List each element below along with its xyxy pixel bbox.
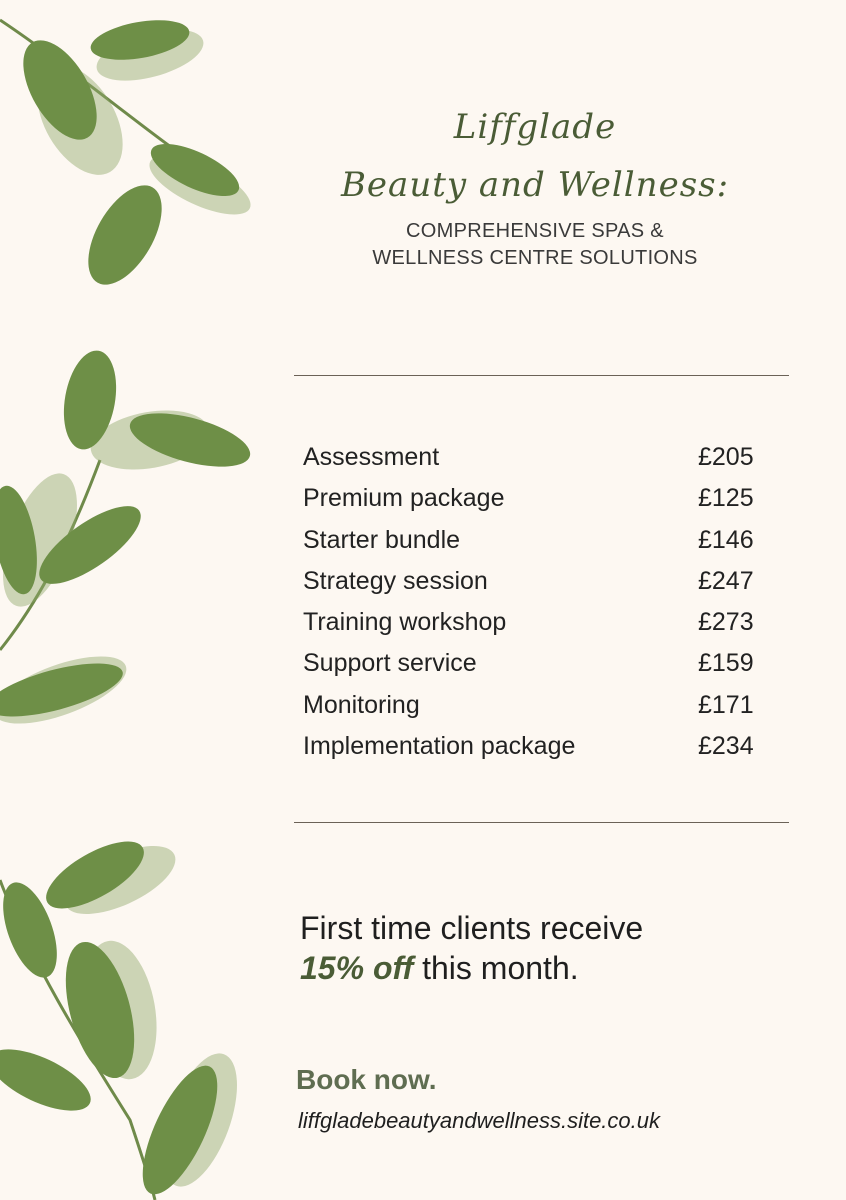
price-item-name: Premium package [303,484,505,513]
price-row [303,478,773,519]
divider-top [294,375,789,376]
offer-line1: First time clients receive [300,910,644,946]
price-item-name: Implementation package [303,732,576,761]
price-item-amount: £234 [698,732,754,761]
price-row [303,602,773,643]
offer-discount: 15% off [300,950,414,986]
offer-text [300,908,780,988]
website-link[interactable]: liffgladebeautyandwellness.site.co.uk [298,1108,661,1133]
divider-bottom [294,822,789,823]
price-item-name: Starter bundle [303,525,461,554]
price-item-amount: £171 [698,690,754,719]
price-item-amount: £273 [698,608,754,637]
price-item-name: Monitoring [303,690,420,719]
subtitle-line1: COMPREHENSIVE SPAS & [406,220,664,242]
price-item-name: Strategy session [303,566,488,595]
price-item-name: Training workshop [303,608,507,637]
subtitle-line2: WELLNESS CENTRE SOLUTIONS [372,247,698,269]
price-row [303,520,773,561]
price-item-amount: £247 [698,566,754,595]
brand-name [300,98,770,214]
price-item-name: Assessment [303,443,440,471]
book-now-cta: Book now. [296,1064,437,1095]
price-row [303,685,773,726]
brand-name-line1: Liffglade [453,107,617,147]
price-item-name: Support service [303,649,477,678]
price-list [303,437,773,767]
price-row [303,561,773,602]
price-item-amount: £146 [698,525,754,554]
price-row [303,437,773,478]
decorative-leaves-illustration [0,0,270,1200]
price-item-amount: £159 [698,649,754,678]
price-row [303,643,773,684]
price-item-amount: £205 [698,443,754,471]
offer-line2 [300,948,780,988]
brand-name-line2: Beauty and Wellness: [340,165,730,205]
subtitle [330,218,740,272]
price-item-amount: £125 [698,484,754,513]
offer-line2-rest: this month. [413,950,579,986]
price-row [303,726,773,767]
